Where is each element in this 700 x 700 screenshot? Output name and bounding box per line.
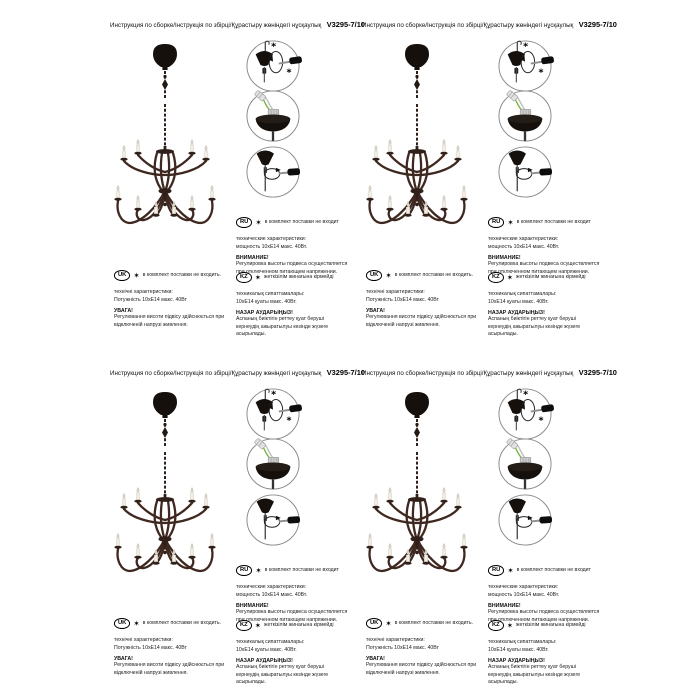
chandelier-hub xyxy=(408,494,426,554)
chandelier-body xyxy=(370,153,465,223)
specs-title: технічні характеристики: xyxy=(114,636,173,643)
ceiling-canopy-icon xyxy=(153,392,177,418)
sheet-cell-bottom-left xyxy=(108,360,365,696)
assembly-step-1-diagram xyxy=(496,39,554,93)
not-included-note: в комплект поставки не входить. xyxy=(142,620,222,627)
model-number: V3295-7/10 xyxy=(578,368,617,377)
not-included-note: жеткізілім жинағына кірмейді xyxy=(264,274,334,281)
uk-badge: UK xyxy=(366,270,382,281)
language-block-uk xyxy=(114,270,230,329)
language-block-ru xyxy=(236,565,348,624)
specs-title: техникалық сипаттамалары: xyxy=(488,638,557,645)
not-included-note: в комплект поставки не входит xyxy=(516,219,591,226)
assembly-step-3-diagram xyxy=(244,145,302,199)
star-icon: ✶ xyxy=(254,272,262,282)
warning-title: ВНИМАНИЕ! xyxy=(488,603,521,610)
not-included-asterisk: * xyxy=(271,389,277,401)
assembly-step-3-diagram xyxy=(496,493,554,547)
specs-title: технические характеристики: xyxy=(236,583,307,590)
warning-title: УВАГА! xyxy=(114,656,133,663)
warning-text: Регулювання висоти підвісу здійснюється при відключеній напрузі живлення. xyxy=(114,662,225,676)
assembly-instruction-title: Инструкция по сборке/Інструкція по збірці/Құрастыру жөніндегі нұсқаулық xyxy=(110,22,322,29)
language-block-kz xyxy=(236,272,348,339)
not-included-note: в комплект поставки не входит xyxy=(264,567,339,574)
specs-value: 10хЕ14 қуаты макс. 40Вт. xyxy=(236,646,297,653)
specs-value: Потужність 10хЕ14 макс. 40Вт xyxy=(114,296,187,303)
kz-badge: KZ xyxy=(236,620,252,631)
model-number: V3295-7/10 xyxy=(326,368,365,377)
warning-title: УВАГА! xyxy=(366,656,385,663)
star-icon: ✶ xyxy=(506,272,514,282)
kz-badge: KZ xyxy=(236,272,252,283)
uk-badge: UK xyxy=(366,618,382,629)
chandelier-illustration xyxy=(108,36,232,232)
warning-title: ВНИМАНИЕ! xyxy=(236,255,269,262)
sheet-cell-bottom-right xyxy=(360,360,617,696)
specs-title: технические характеристики: xyxy=(236,235,307,242)
language-block-kz xyxy=(236,620,348,687)
star-icon: ✶ xyxy=(385,618,392,628)
language-block-uk xyxy=(366,270,482,329)
specs-value: Потужність 10хЕ14 макс. 40Вт xyxy=(366,644,439,651)
assembly-step-2-diagram xyxy=(496,89,554,143)
canopy-funnel-icon xyxy=(256,463,291,490)
sheet-header xyxy=(110,14,365,32)
kz-badge: KZ xyxy=(488,272,504,283)
warning-text: Аспаның биіктігін реттеу қуат беруші кернеудің ажыратылуы кезінде жүзеге асырылады. xyxy=(488,664,581,686)
not-included-asterisk: * xyxy=(286,67,292,79)
specs-title: технические характеристики: xyxy=(488,583,559,590)
assembly-step-2-diagram xyxy=(496,437,554,491)
specs-title: технические характеристики: xyxy=(488,235,559,242)
canopy-icon xyxy=(509,151,526,166)
not-included-note: жеткізілім жинағына кірмейді xyxy=(516,622,586,629)
instruction-sheet xyxy=(108,12,365,348)
canopy-icon xyxy=(509,499,526,514)
star-icon: ✶ xyxy=(507,217,514,227)
assembly-step-1-diagram xyxy=(496,387,554,441)
sheet-header xyxy=(110,362,365,380)
ru-badge: RU xyxy=(236,217,252,228)
chandelier-illustration xyxy=(360,384,484,580)
assembly-instruction-title: Инструкция по сборке/Інструкція по збірці/Құрастыру жөніндегі нұсқаулық xyxy=(362,370,574,377)
chandelier-body xyxy=(370,501,465,571)
not-included-asterisk: * xyxy=(523,389,529,401)
specs-value: Потужність 10хЕ14 макс. 40Вт xyxy=(366,296,439,303)
specs-title: технічні характеристики: xyxy=(366,288,425,295)
star-icon: ✶ xyxy=(254,620,262,630)
star-icon: ✶ xyxy=(133,270,140,280)
star-icon: ✶ xyxy=(385,270,392,280)
specs-value: Потужність 10хЕ14 макс. 40Вт xyxy=(114,644,187,651)
warning-title: НАЗАР АУДАРЫҢЫЗ! xyxy=(488,658,545,665)
canopy-funnel-icon xyxy=(508,115,543,142)
specs-title: технічні характеристики: xyxy=(114,288,173,295)
rotation-arrow-icon xyxy=(264,168,280,179)
chandelier-body xyxy=(118,153,213,223)
not-included-asterisk: * xyxy=(271,41,277,53)
not-included-note: жеткізілім жинағына кірмейді xyxy=(516,274,586,281)
specs-title: технічні характеристики: xyxy=(366,636,425,643)
model-number: V3295-7/10 xyxy=(326,20,365,29)
language-block-uk xyxy=(114,618,230,677)
specs-value: 10хЕ14 қуаты макс. 40Вт. xyxy=(236,298,297,305)
ru-badge: RU xyxy=(488,217,504,228)
suspension-chain xyxy=(414,419,420,496)
ceiling-hook-icon xyxy=(265,389,269,399)
rotation-arrow-icon xyxy=(516,516,532,527)
not-included-note: в комплект поставки не входить. xyxy=(142,272,222,279)
not-included-note: в комплект поставки не входит xyxy=(264,219,339,226)
screwdriver-icon xyxy=(279,168,300,176)
warning-title: НАЗАР АУДАРЫҢЫЗ! xyxy=(488,310,545,317)
star-icon: ✶ xyxy=(133,618,140,628)
assembly-step-1-diagram xyxy=(244,39,302,93)
model-number: V3295-7/10 xyxy=(578,20,617,29)
ceiling-canopy-icon xyxy=(153,44,177,70)
screwdriver-icon xyxy=(531,168,552,176)
not-included-note: в комплект поставки не входит xyxy=(516,567,591,574)
star-icon: ✶ xyxy=(507,565,514,575)
specs-value: 10хЕ14 қуаты макс. 40Вт. xyxy=(488,298,549,305)
warning-text: Регулировка высоты подвеса осуществляется при отключенном питающем напряжении. xyxy=(488,261,600,275)
warning-text: Регулювання висоти підвісу здійснюється при відключеній напрузі живлення. xyxy=(366,662,477,676)
ru-badge: RU xyxy=(488,565,504,576)
not-included-asterisk: * xyxy=(523,41,529,53)
warning-title: НАЗАР АУДАРЫҢЫЗ! xyxy=(236,310,293,317)
ru-badge: RU xyxy=(236,565,252,576)
instruction-sheet xyxy=(360,12,617,348)
four-up-sheet-grid xyxy=(108,12,617,696)
warning-text: Аспаның биіктігін реттеу қуат беруші кернеудің ажыратылуы кезінде жүзеге асырылады. xyxy=(236,316,329,338)
specs-title: техникалық сипаттамалары: xyxy=(488,290,557,297)
canopy-funnel-icon xyxy=(508,463,543,490)
assembly-step-3-diagram xyxy=(244,493,302,547)
assembly-instruction-title: Инструкция по сборке/Інструкція по збірці/Құрастыру жөніндегі нұсқаулық xyxy=(362,22,574,29)
chandelier-illustration xyxy=(108,384,232,580)
chandelier-hub xyxy=(156,494,174,554)
specs-title: техникалық сипаттамалары: xyxy=(236,290,305,297)
language-block-uk xyxy=(366,618,482,677)
warning-text: Аспаның биіктігін реттеу қуат беруші кернеудің ажыратылуы кезінде жүзеге асырылады. xyxy=(236,664,329,686)
screwdriver-icon xyxy=(279,516,300,524)
chandelier-illustration xyxy=(360,36,484,232)
warning-text: Регулировка высоты подвеса осуществляется при отключенном питающем напряжении. xyxy=(236,609,348,623)
warning-title: ВНИМАНИЕ! xyxy=(236,603,269,610)
language-block-kz xyxy=(488,620,600,687)
language-block-kz xyxy=(488,272,600,339)
warning-title: УВАГА! xyxy=(114,308,133,315)
assembly-step-2-diagram xyxy=(244,437,302,491)
sheet-header xyxy=(362,362,617,380)
canopy-icon xyxy=(257,499,274,514)
assembly-step-3-diagram xyxy=(496,145,554,199)
specs-title: техникалық сипаттамалары: xyxy=(236,638,305,645)
sheet-header xyxy=(362,14,617,32)
ceiling-hook-icon xyxy=(517,41,521,51)
rotation-arrow-icon xyxy=(264,516,280,527)
assembly-step-2-diagram xyxy=(244,89,302,143)
not-included-asterisk: * xyxy=(286,415,292,427)
warning-text: Аспаның биіктігін реттеу қуат беруші кернеудің ажыратылуы кезінде жүзеге асырылады. xyxy=(488,316,581,338)
ceiling-hook-icon xyxy=(265,41,269,51)
not-included-note: в комплект поставки не входить. xyxy=(394,272,474,279)
specs-value: мощность 10хЕ14 макс. 40Вт. xyxy=(236,243,308,250)
sheet-cell-top-right xyxy=(360,12,617,348)
suspension-chain xyxy=(162,71,168,148)
screwdriver-icon xyxy=(531,516,552,524)
warning-title: ВНИМАНИЕ! xyxy=(488,255,521,262)
suspension-chain xyxy=(162,419,168,496)
warning-text: Регулировка высоты подвеса осуществляется при отключенном питающем напряжении. xyxy=(488,609,600,623)
not-included-asterisk: * xyxy=(538,67,544,79)
assembly-instruction-title: Инструкция по сборке/Інструкція по збірці/Құрастыру жөніндегі нұсқаулық xyxy=(110,370,322,377)
warning-text: Регулировка высоты подвеса осуществляется при отключенном питающем напряжении. xyxy=(236,261,348,275)
ceiling-hook-icon xyxy=(517,389,521,399)
assembly-step-1-diagram xyxy=(244,387,302,441)
warning-text: Регулювання висоти підвісу здійснюється при відключеній напрузі живлення. xyxy=(366,314,477,328)
not-included-note: в комплект поставки не входить. xyxy=(394,620,474,627)
not-included-asterisk: * xyxy=(538,415,544,427)
instruction-sheet xyxy=(108,360,365,696)
warning-text: Регулювання висоти підвісу здійснюється при відключеній напрузі живлення. xyxy=(114,314,225,328)
not-included-note: жеткізілім жинағына кірмейді xyxy=(264,622,334,629)
canopy-icon xyxy=(257,151,274,166)
canopy-funnel-icon xyxy=(256,115,291,142)
specs-value: мощность 10хЕ14 макс. 40Вт. xyxy=(488,591,560,598)
ceiling-canopy-icon xyxy=(405,44,429,70)
language-block-ru xyxy=(488,217,600,276)
kz-badge: KZ xyxy=(488,620,504,631)
warning-title: УВАГА! xyxy=(366,308,385,315)
warning-title: НАЗАР АУДАРЫҢЫЗ! xyxy=(236,658,293,665)
rotation-arrow-icon xyxy=(516,168,532,179)
specs-value: мощность 10хЕ14 макс. 40Вт. xyxy=(236,591,308,598)
star-icon: ✶ xyxy=(506,620,514,630)
uk-badge: UK xyxy=(114,618,130,629)
uk-badge: UK xyxy=(114,270,130,281)
specs-value: мощность 10хЕ14 макс. 40Вт. xyxy=(488,243,560,250)
star-icon: ✶ xyxy=(255,565,262,575)
specs-value: 10хЕ14 қуаты макс. 40Вт. xyxy=(488,646,549,653)
instruction-sheet xyxy=(360,360,617,696)
language-block-ru xyxy=(236,217,348,276)
language-block-ru xyxy=(488,565,600,624)
suspension-chain xyxy=(414,71,420,148)
chandelier-body xyxy=(118,501,213,571)
sheet-cell-top-left xyxy=(108,12,365,348)
star-icon: ✶ xyxy=(255,217,262,227)
ceiling-canopy-icon xyxy=(405,392,429,418)
